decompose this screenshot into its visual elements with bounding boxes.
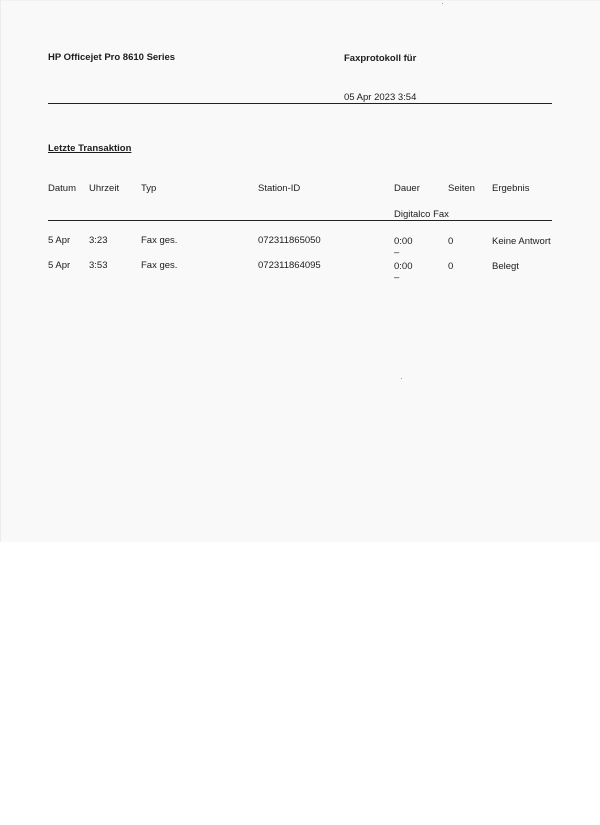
column-header-station-id: Station-ID — [258, 183, 301, 194]
cell-uhrzeit: 3:23 — [89, 235, 108, 246]
report-date-time: 05 Apr 2023 3:54 — [344, 92, 417, 103]
scan-speck — [401, 378, 402, 379]
section-title: Letzte Transaktion — [48, 143, 132, 154]
column-header-ergebnis: Ergebnis — [492, 183, 530, 194]
cell-typ: Fax ges. — [141, 235, 178, 246]
column-header-dauer: Dauer — [394, 183, 420, 194]
cell-uhrzeit: 3:53 — [89, 260, 108, 271]
column-header-uhrzeit: Uhrzeit — [89, 183, 120, 194]
column-header-datum: Datum — [48, 183, 76, 194]
cell-dauer-mark: – — [394, 272, 400, 283]
cell-seiten: 0 — [448, 236, 454, 247]
device-name: HP Officejet Pro 8610 Series — [48, 52, 176, 63]
scan-speck — [442, 3, 443, 4]
cell-seiten: 0 — [448, 261, 454, 272]
cell-dauer: 0:00 — [394, 236, 413, 247]
cell-datum: 5 Apr — [48, 235, 71, 246]
column-header-seiten: Seiten — [448, 183, 475, 194]
cell-dauer-mark: – — [394, 247, 400, 258]
cell-ergebnis: Keine Antwort — [492, 236, 551, 247]
cell-typ: Fax ges. — [141, 260, 178, 271]
header-divider — [48, 103, 552, 104]
cell-ergebnis: Belegt — [492, 261, 519, 272]
cell-station-id: 072311865050 — [258, 235, 321, 246]
report-title: Faxprotokoll für — [344, 53, 417, 64]
cell-dauer: 0:00 — [394, 261, 413, 272]
table-divider — [48, 220, 552, 221]
cell-datum: 5 Apr — [48, 260, 71, 271]
column-header-typ: Typ — [141, 183, 157, 194]
table-subheader: Digitalco Fax — [394, 209, 449, 220]
cell-station-id: 072311864095 — [258, 260, 321, 271]
